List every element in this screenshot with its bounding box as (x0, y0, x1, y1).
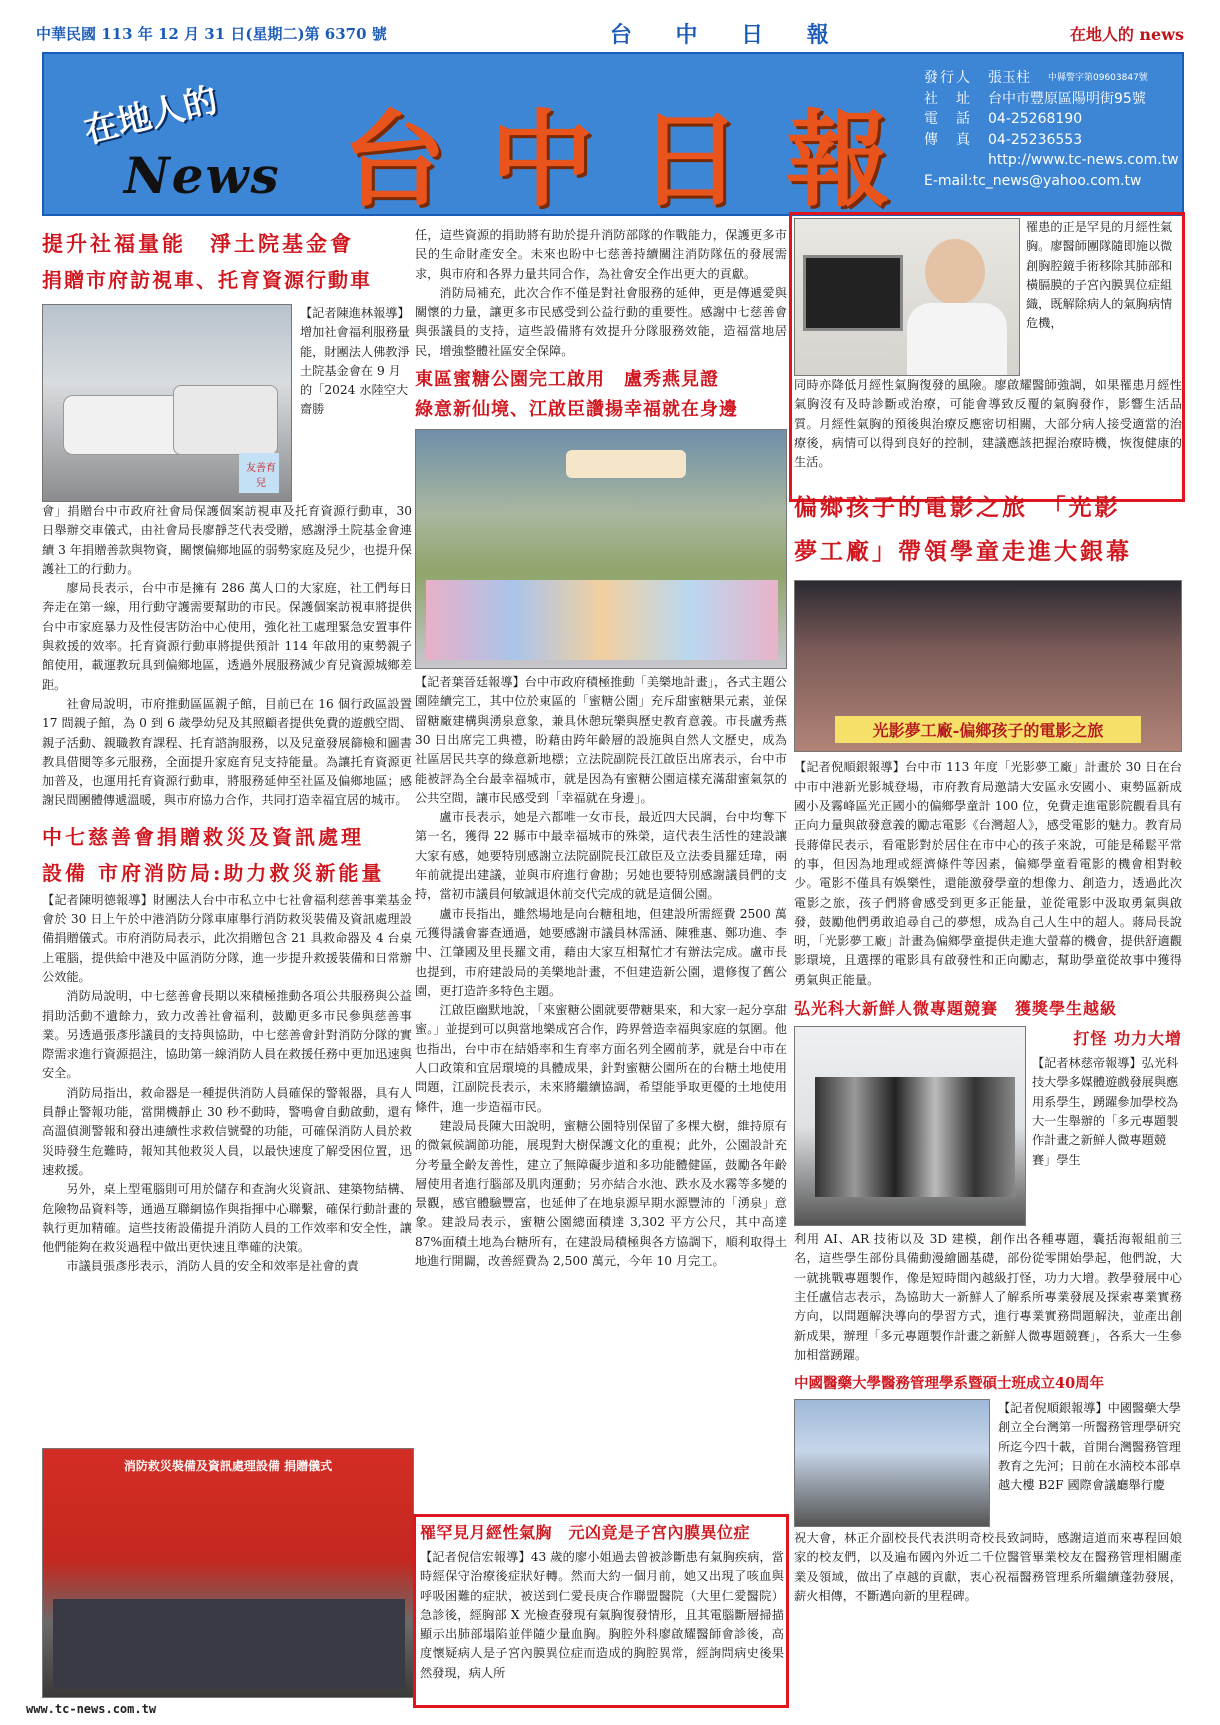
article-6-photo (794, 1026, 1026, 1226)
article-7-headline: 中國醫藥大學醫務管理學系暨碩士班成立40周年 (794, 1375, 1105, 1393)
article-5-body (794, 758, 1182, 990)
column-2 (415, 226, 787, 1511)
column-3 (794, 218, 1182, 1696)
article-1-body (42, 502, 412, 811)
article-6-headline-line-2: 打怪 功力大增 (1073, 1029, 1182, 1049)
article-4-body-part-1 (420, 1548, 784, 1683)
website-url[interactable]: http://www.tc-news.com.tw (988, 152, 1179, 168)
article-7-lead: 【記者倪順銀報導】中國醫藥大學創立全台灣第一所醫務管理學研究所迄今四十載，首開台灣醫務管理教育之先河；日前在水湳校本部卓越大樓 B2F 國際會議廳舉行慶 (998, 1401, 1181, 1493)
article-3-paragraph: 【記者葉晉廷報導】台中市政府積極推動「美樂地計畫」，各式主題公園陸續完工，其中位於東區的「蜜糖公園」充斥甜蜜糖果元素，並保留糖廠建構與湧泉意象，兼具休憩玩樂與歷史教育意義。市長盧秀燕 30 日出席完工典禮，盼藉由跨年齡層的設施與自然人文歷史，成為社區居民共享的綠意新地標；立法院副院長江啟臣出席表示，台中市能被評為全台最幸福城市，就是因為有蜜糖公園這樣充滿甜蜜氣氛的公共空間，讓市民感受到「幸福就在身邊」。 (415, 675, 787, 805)
issue-date: 中華民國 113 年 12 月 31 日(星期二)第 6370 號 (36, 24, 387, 43)
phone-label: 電 話 (924, 111, 972, 127)
article-4-paragraph: 【記者倪信宏報導】43 歲的廖小姐過去曾被診斷患有氣胸疾病，當時經保守治療後症狀好轉。然而大約一個月前，她又出現了咳血與呼吸困難的症狀，被送到仁愛長庚合作聯盟醫院（大里仁愛醫院）急診後，經胸部 X 光檢查發現有氣胸復發情形，且其電腦斷層掃描顯示出肺部塌陷並伴隨少量血胸。胸腔外科廖啟耀醫師會診後，高度懷疑病人是子宮內膜異位症而造成的胸腔異常，經詢問病史後果然發現，病人所 (420, 1550, 784, 1680)
article-4-side: 罹患的正是罕見的月經性氣胸。廖醫師團隊隨即施以微創胸腔鏡手術移除其肺部和橫膈膜的子宮內膜異位症組織，既解除病人的氣胸病情危機， (1026, 220, 1173, 331)
article-5-photo-banner: 光影夢工廠-偏鄉孩子的電影之旅 (835, 716, 1141, 743)
article-2-headline-line-1: 中七慈善會捐贈救災及資訊處理 (42, 824, 364, 849)
footer-url[interactable]: www.tc-news.com.tw (26, 1702, 157, 1716)
article-6-paragraph: 利用 AI、AR 技術以及 3D 建模，創作出各種專題，囊括海報組前三名，這些學生部份具備動漫繪圖基礎，部份從零開始學起，他們說，大一就挑戰專題製作，像是短時間內越級打怪，功力大增。教學發展中心主任盧信志表示，為協助大一新鮮人了解系所專業發展及探索專業實務方向，以問題解決導向的學習方式，進行專業實務問題解決，並產出創新成果，辦理「多元專題製作計畫之新鮮人微專題競賽」，各系大一生參加相當踴躍。 (794, 1232, 1182, 1362)
fax: 04-25236553 (988, 131, 1083, 148)
tagline: 在地人的 news (1069, 24, 1184, 44)
article-2-paragraph: 消防局說明，中七慈善會長期以來積極推動各項公共服務與公益捐助活動不遺餘力，致力改善社會福利，鼓勵更多市民參與慈善事業。另透過張彥彤議員的支持與協助，中七慈善會針對消防分隊的實際需求進行資源挹注，協助第一線消防人員在救援任務中更加迅速與安全。 (42, 989, 412, 1081)
article-2-paragraph: 【記者陳明德報導】財團法人台中市私立中七社會福利慈善事業基金會於 30 日上午於中港消防分隊車庫舉行消防救災裝備及資訊處理設備捐贈儀式。市府消防局表示，此次捐贈包含 21 具救命器及 4 台桌上電腦，提供給中港及中區消防分隊，進一步提升救援裝備和日常辦公效能。 (42, 892, 412, 984)
logo-news-text: News (124, 146, 281, 205)
article-3-headline-line-1: 東區蜜糖公園完工啟用 盧秀燕見證 (415, 369, 719, 391)
fax-label: 傳 真 (924, 131, 972, 148)
masthead (42, 52, 1184, 216)
article-1-paragraph: 社會局說明，市府推動區區親子館，目前已在 16 個行政區設置 17 間親子館，為 0 到 6 歲學幼兒及其照顧者提供免費的遊戲空間、親子活動、親職教育課程、托育諮詢服務，以及兒童發展篩檢和圖書教具借閱等多元服務，全面提升家庭育兒支持能量。為讓托育資源更加普及，也運用托育資源行動車，將服務延伸至社區及偏鄉地區；感謝民間團體傳遞溫暖，與市府協力合作，共同打造幸福宜居的城市。 (42, 696, 412, 808)
article-3-paragraph: 盧市長指出，雖然場地是向台糖租地，但建設所需經費 2500 萬元獲得議會審查通過，她要感謝市議員林霈涵、陳雅惠、鄭功進、李中、江肇國及里長羅文甫，藉由大家互相幫忙才有辦法完成。盧市長也提到，市府建設局的美樂地計畫，不但建造新公園，還修復了舊公園，更打造許多特色主題。 (415, 906, 787, 998)
article-4-paragraph: 同時亦降低月經性氣胸復發的風險。廖啟耀醫師強調，如果罹患月經性氣胸沒有及時診斷或治療，可能會導致反覆的氣胸發作，影響生活品質。月經性氣胸的預後與治療反應密切相關，大部分病人接受適當的治療後，病情可以得到良好的控制，建議應該把握治療時機，恢復健康的生活。 (794, 378, 1182, 470)
article-2-photo (42, 1448, 414, 1698)
article-2-paragraph: 另外，桌上型電腦則可用於儲存和查詢火災資訊、建築物結構、危險物品資料等，通過互聯網協作與指揮中心聯繫，確保行動計畫的執行更加精確。這些技術設備提升消防人員的工作效率和安全性，讓他們能夠在救災過程中做出更快速且準確的決策。 (42, 1182, 412, 1255)
article-1-headline-line-2: 捐贈市府訪視車、托育資源行動車 (42, 268, 372, 292)
article-3-paragraph: 盧市長表示，她是六都唯一女市長，最近四大民調，台中均奪下第一名，獲得 22 縣市中最幸福城市的殊榮，這代表生活性的建設讓大家有感，她要特別感謝立法院副院長江啟臣及立法委員羅廷瑋，兩年前就提出建議，並與市府進行會勘；另她也要特別感謝議員們的支持，當初市議員何敏誠退休前交代完成的就是這個公園。 (415, 810, 787, 902)
article-2-body (42, 891, 412, 1277)
address: 台中市豐原區陽明街95號 (988, 90, 1146, 107)
article-2-continued (415, 226, 787, 361)
article-3-paragraph: 江啟臣幽默地說，「來蜜糖公園就要帶糖果來，和大家一起分享甜蜜。」並提到可以與當地樂成宮合作，跨界營造幸福與家庭的氛圍。他也指出，台中市在結婚率和生育率方面名列全國前茅，就是台中市在人口政策和宜居環境的具體成果，針對蜜糖公園所在的台糖土地使用問題，江副院長表示，未來將繼續協調，希望能爭取更優的土地使用條件，進一步造福市民。 (415, 1003, 787, 1114)
article-7-body (794, 1529, 1182, 1606)
article-2-paragraph: 任，這些資源的捐助將有助於提升消防部隊的作戰能力，保護更多市民的生命財產安全。未來也盼中七慈善持續關注消防隊伍的發展需求，與市府和各界力量共同合作，為社會安全作出更大的貢獻。 (415, 228, 787, 281)
article-5-paragraph: 【記者倪順銀報導】台中市 113 年度「光影夢工廠」計畫於 30 日在台中市中港新光影城登場，市府教育局邀請大安區永安國小、東勢區新成國小及霧峰區光正國小的偏鄉學童計 100 位，免費走進電影院觀看具有正向力量與啟發意義的勵志電影《台灣超人》，感受電影的魅力。教育局長蔣偉民表示，看電影對於居住在市中心的孩子來說，可能是稀鬆平常的事，但因為地理或經濟條件等因素，偏鄉學童看電影的機會相對較少。電影不僅具有娛樂性，還能激發學童的想像力、創造力，透過此次電影之旅，孩子們將會感受到更多正能量，並從電影中汲取勇氣與啟發，鼓勵他們勇敢追尋自己的夢想，成為自己人生中的超人。蔣局長說明，「光影夢工廠」計畫為偏鄉學童提供走進大螢幕的機會，提供舒適觀影環境，且選擇的電影具有啟發性和正向勵志，幫助學童從故事中獲得勇氣與正能量。 (794, 760, 1182, 987)
article-2-headline-line-2: 設備 市府消防局:助力救災新能量 (42, 860, 385, 885)
logo-local-text: 在地人的 (80, 80, 222, 152)
article-4-start (420, 1518, 784, 1704)
article-6-lead: 【記者林慈帝報導】弘光科技大學多媒體遊戲發展與應用系學生，踴躍參加學校為大一生舉辦的「多元專題製作計畫之新鮮人微專題競賽」學生 (1032, 1056, 1179, 1167)
article-3-paragraph: 建設局長陳大田說明，蜜糖公園特別保留了多棵大樹，維持原有的微氣候調節功能，展現對大樹保護文化的重視；此外，公園設計充分考量全齡友善性，建立了無障礙步道和多功能體健區，鼓勵各年齡層使用者進行腦部及肌肉運動；另亦結合水池、跌水及水霧等多變的景觀，感官體驗豐富，也延伸了在地泉源早期水源豐沛的「湧泉」意象。建設局表示，蜜糖公園總面積達 3,302 平方公尺，其中高達 87%面積土地為台糖所有，在建設局積極與各方協調下，順利取得土地進行開闢，改善經費為 2,500 萬元，今年 10 月完工。 (415, 1118, 787, 1268)
article-6-headline-line-1: 弘光科大新鮮人微專題競賽 獲獎學生越級 (794, 999, 1118, 1019)
article-7-photo (794, 1399, 990, 1527)
top-bar (36, 18, 1184, 48)
article-2-photo-banner: 消防救災裝備及資訊處理設備 捐贈儀式 (123, 1459, 333, 1473)
article-1-paragraph: 廖局長表示，台中市是擁有 286 萬人口的大家庭，社工們每日奔走在第一線，用行動守護需要幫助的市民。保護個案訪視車將提供台中市家庭暴力及性侵害防治中心使用，強化社工處理緊急安置事件與救援的效率。托育資源行動車將提供預計 114 年啟用的東勢親子館使用，載運教玩具到偏鄉地區，透過外展服務減少育兒資源城鄉差距。 (42, 581, 412, 692)
article-2-paragraph: 市議員張彥彤表示，消防人員的安全和效率是社會的責 (66, 1259, 359, 1274)
article-3-body (415, 673, 787, 1271)
registration-number: 中縣警字第09603847號 (1048, 73, 1148, 83)
article-6-body (794, 1230, 1182, 1365)
article-1-paragraph: 會」捐贈台中市政府社會局保護個案訪視車及托育資源行動車，30 日舉辦交車儀式，由社會局長廖靜芝代表受贈，感謝淨土院基金會連續 3 年捐贈善款與物資，關懷偏鄉地區的弱勢家庭及兒少，也提升保護社工的行動力。 (42, 504, 412, 576)
article-4-body-part-2 (794, 376, 1182, 472)
article-4-headline: 罹罕見月經性氣胸 元凶竟是子宮內膜異位症 (420, 1523, 751, 1542)
email[interactable]: E-mail:tc_news@yahoo.com.tw (924, 172, 1142, 189)
article-2-paragraph: 消防局補充，此次合作不僅是對社會服務的延伸，更是傳遞愛與關懷的力量，讓更多市民感受到公益行動的重要性。感謝中七慈善會與張議員的支持，這些設備將有效提升分隊服務效能，造福當地居民，增強整體社區安全保障。 (415, 285, 787, 358)
publisher-info (924, 68, 1184, 191)
article-7-paragraph: 祝大會，林正介副校長代表洪明奇校長致詞時，感謝這道而來專程回娘家的校友們，以及遍布國內外近二千位醫管畢業校友在醫務管理相關產業及領域，做出了卓越的貢獻，衷心祝福醫務管理系所繼續蓬勃發展，薪火相傳，不斷邁向新的里程碑。 (794, 1531, 1182, 1604)
article-5-headline-line-1: 偏鄉孩子的電影之旅 「光影 (794, 494, 1121, 522)
address-label: 社 址 (924, 90, 972, 107)
article-1-headline-line-1: 提升社福量能 淨土院基金會 (42, 231, 354, 256)
masthead-title: 台中日報 (342, 98, 935, 216)
article-3-photo (415, 429, 787, 669)
article-1-photo-sign: 友善育兒 (246, 463, 276, 489)
article-2-paragraph: 消防局指出，救命器是一種提供消防人員確保的警報器，具有人員靜止警報功能，當開機靜止 30 秒不動時，警鳴會自動啟動，還有高溫偵測警報和發出連續性求救信號聲的功能，可確保消防人員於救災時發生危難時，報知其他救災人員，以最快速度了解受困位置，迅速救援。 (42, 1085, 412, 1177)
article-3-headline-line-2: 綠意新仙境、江啟臣讚揚幸福就在身邊 (415, 399, 738, 421)
phone: 04-25268190 (988, 111, 1083, 127)
article-1-lead: 【記者陳進林報導】增加社會福利服務量能，財團法人佛教淨土院基金會在 9 月的「2024 水陸空大齋勝 (300, 306, 410, 417)
paper-name: 台 中 日 報 (609, 21, 847, 48)
article-5-photo (794, 580, 1182, 752)
publisher-label: 發行人 (924, 70, 972, 86)
publisher-name: 張玉柱 (988, 70, 1030, 86)
article-1-photo (42, 304, 292, 502)
article-5-headline-line-2: 夢工廠」帶領學童走進大銀幕 (794, 538, 1132, 566)
